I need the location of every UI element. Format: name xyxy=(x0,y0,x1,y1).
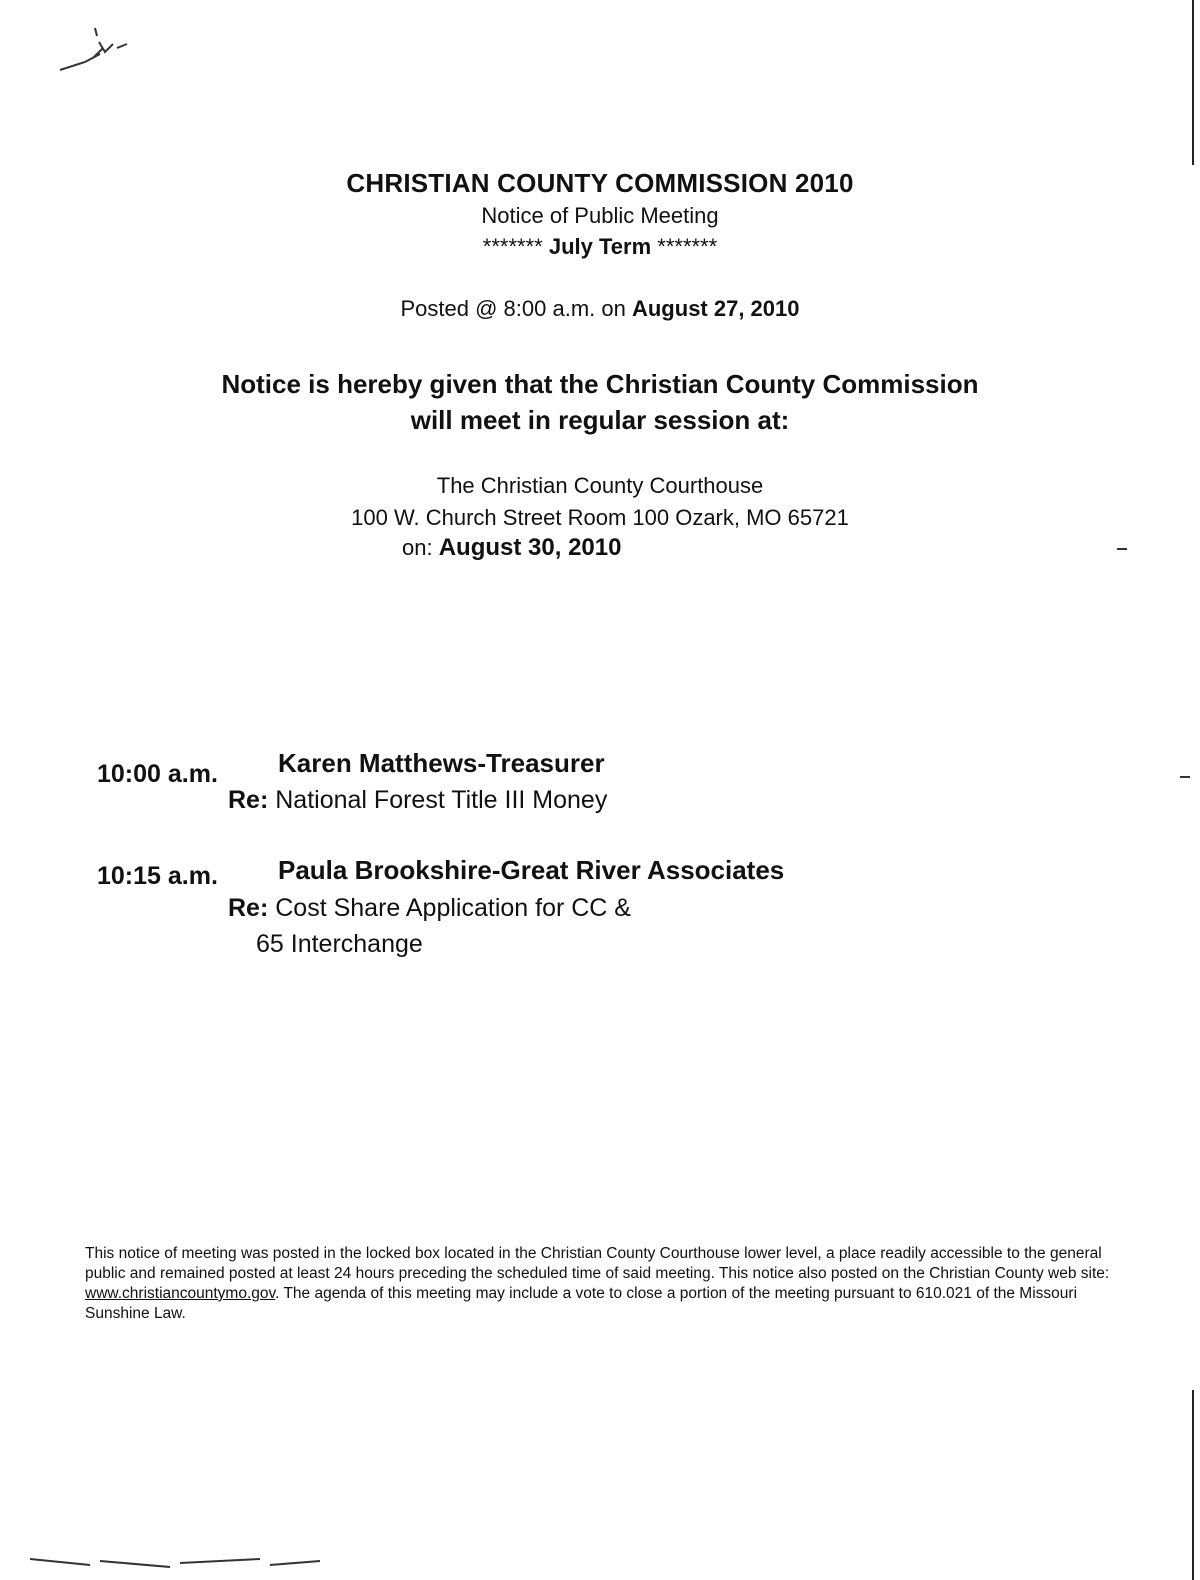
agenda-item-1-subject xyxy=(228,786,607,815)
scan-edge-top xyxy=(1192,0,1194,165)
agenda-item-1-presenter: Karen Matthews-Treasurer xyxy=(278,748,605,778)
agenda-item-2-re-label: Re: xyxy=(228,894,269,922)
document-title: CHRISTIAN COUNTY COMMISSION 2010 xyxy=(346,168,854,198)
county-website-link[interactable]: www.christiancountymo.gov xyxy=(85,1285,276,1302)
term-suffix: ******* xyxy=(657,234,718,259)
scan-artifact-bottom xyxy=(30,1555,330,1575)
venue-name: The Christian County Courthouse xyxy=(436,473,764,498)
notice-line-1: Notice is hereby given that the Christian County Commission xyxy=(221,369,979,399)
agenda-item-2-subject xyxy=(228,894,631,923)
meeting-date-line xyxy=(402,534,621,562)
posted-date: August 27, 2010 xyxy=(631,296,800,321)
agenda-item-2-time: 10:15 a.m. xyxy=(97,862,218,890)
agenda-item-1-re-text: National Forest Title III Money xyxy=(275,786,608,814)
meeting-date-label: on: xyxy=(402,535,433,560)
posting-disclaimer xyxy=(85,1244,1145,1324)
agenda-item-1-re-label: Re: xyxy=(228,786,269,814)
scan-artifact-dash xyxy=(1117,548,1127,550)
agenda-item-2-re-text: Cost Share Application for CC & xyxy=(275,894,631,922)
scan-artifact-dash xyxy=(1180,776,1190,778)
term-line xyxy=(0,234,1200,260)
disclaimer-text-1: This notice of meeting was posted in the locked box located in the Christian County Courthouse lower level, a place readily accessible to the general public and remained posted at least 24 hours preceding the scheduled time of said meeting. This notice also posted on the Christian County web site: xyxy=(85,1245,1110,1282)
venue-block xyxy=(0,470,1200,534)
scan-artifact-mark xyxy=(55,22,145,82)
agenda-item-1-time: 10:00 a.m. xyxy=(97,760,218,788)
agenda-item-2-presenter: Paula Brookshire-Great River Associates xyxy=(278,855,785,885)
meeting-date: August 30, 2010 xyxy=(438,534,622,561)
agenda-item-2-subject-cont: 65 Interchange xyxy=(256,930,423,958)
term-name: July Term xyxy=(548,234,652,259)
document-subtitle: Notice of Public Meeting xyxy=(481,203,719,228)
term-prefix: ******* xyxy=(482,234,543,259)
venue-address: 100 W. Church Street Room 100 Ozark, MO 65721 xyxy=(351,505,849,530)
scan-edge-bottom xyxy=(1192,1390,1194,1580)
notice-statement xyxy=(0,366,1200,438)
disclaimer-text-2: . The agenda of this meeting may include a vote to close a portion of the meeting pursuant to 610.021 of the Missouri Sunshine Law. xyxy=(85,1285,1078,1322)
posted-line xyxy=(0,296,1200,322)
posted-prefix: Posted @ 8:00 a.m. on xyxy=(400,296,626,321)
notice-line-2: will meet in regular session at: xyxy=(410,405,790,435)
